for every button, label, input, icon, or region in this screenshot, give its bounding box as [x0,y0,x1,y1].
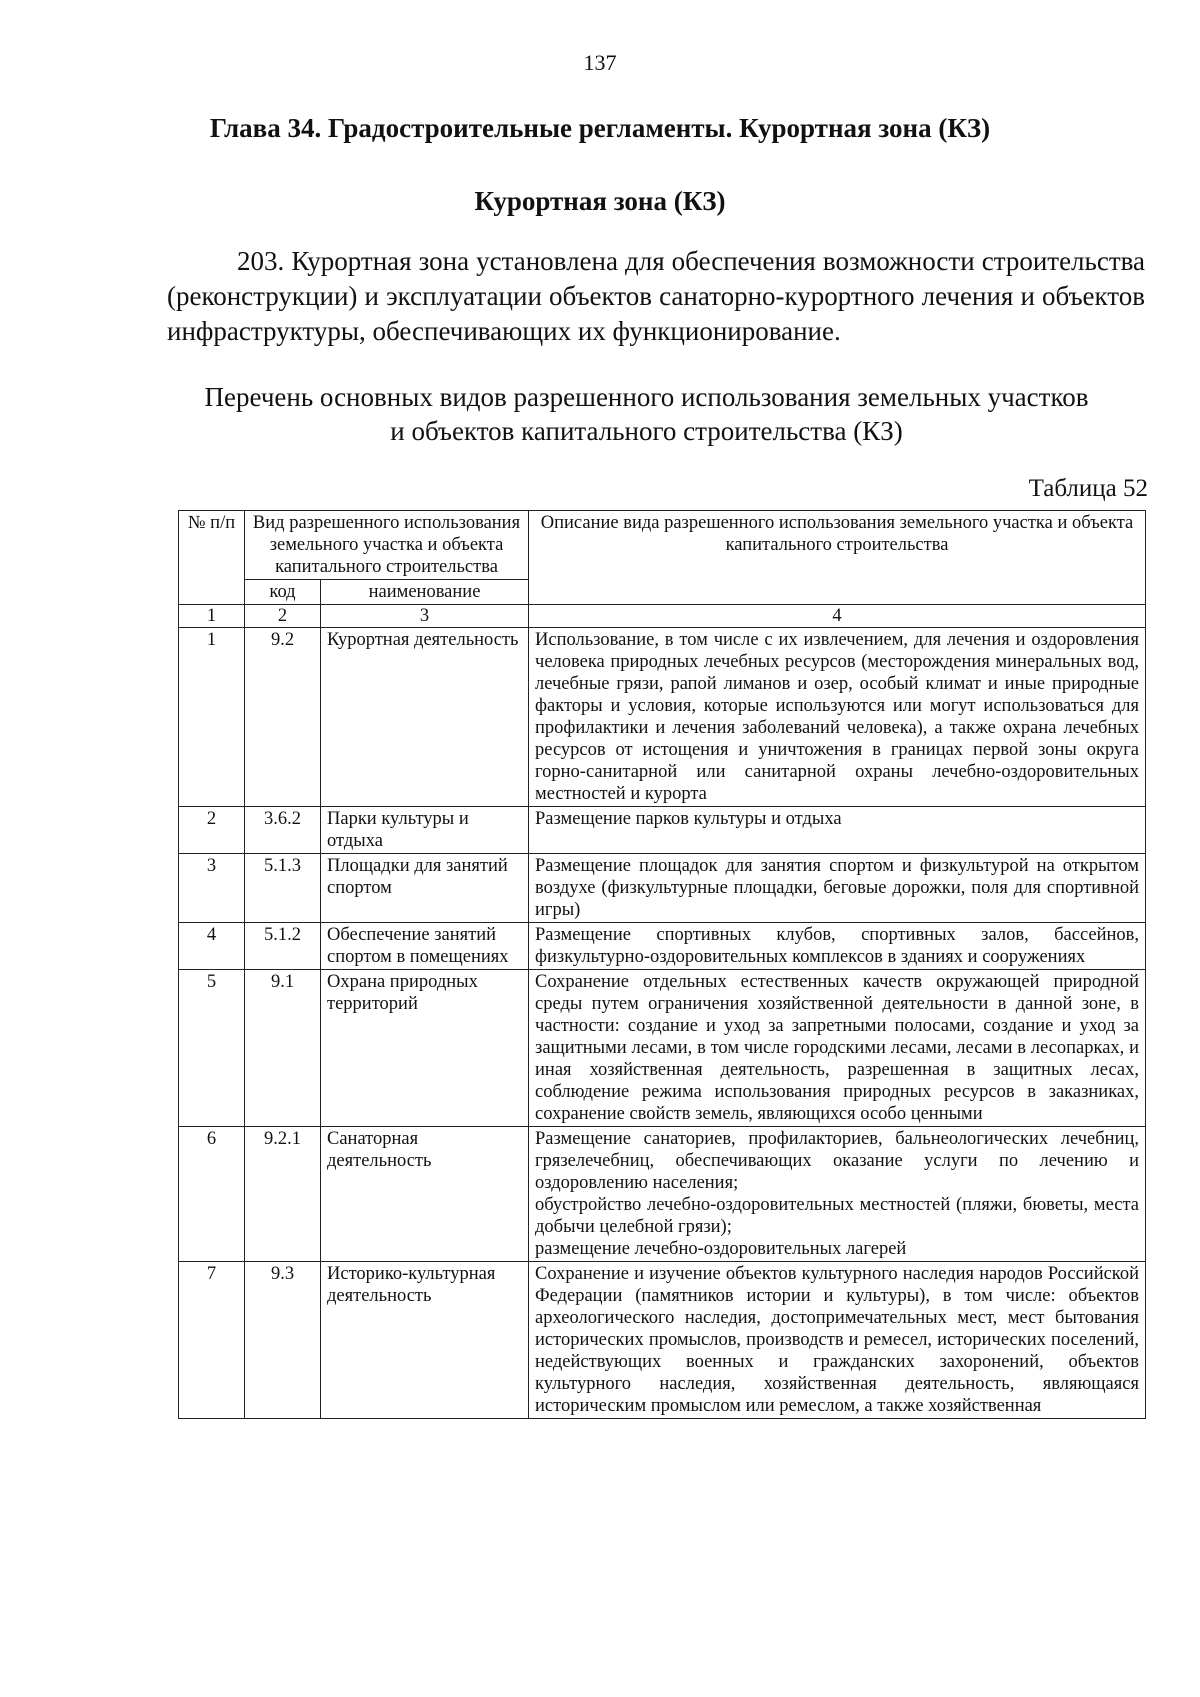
header-num: № п/п [179,511,245,605]
row-num: 6 [179,1127,245,1262]
row-name: Парки культуры и отдыха [321,807,529,854]
row-num: 4 [179,923,245,970]
index-cell: 4 [529,605,1146,628]
paragraph-203 [167,244,1145,349]
row-description [529,1127,1146,1262]
table-row [179,923,1146,970]
row-code: 3.6.2 [245,807,321,854]
paragraph-text: Курортная зона установлена для обеспечения возможности строительства (реконструкции) и эксплуатации объектов санаторно-курортного лечения и объектов инфраструктуры, обеспечивающих их функционирование. [167,246,1146,346]
row-code: 9.2.1 [245,1127,321,1262]
row-description: Размещение парков культуры и отдыха [529,807,1146,854]
row-code: 5.1.3 [245,854,321,923]
index-cell: 1 [179,605,245,628]
row-description: Размещение спортивных клубов, спортивных залов, бассейнов, физкультурно-оздоровительных комплексов в зданиях и сооружениях [529,923,1146,970]
row-description: Сохранение отдельных естественных качеств окружающей природной среды путем ограничения хозяйственной деятельности в данной зоне, в частности: создание и уход за запретными полосами, создание и уход за защитными лесами, в том числе городскими лесами, лесами в лесопарках, и иная хозяйственная деятельность, разрешенная в защитных лесах, соблюдение режима использования природных ресурсов в заказниках, сохранение свойств земель, являющихся особо ценными [529,970,1146,1127]
table-row [179,854,1146,923]
header-name: наименование [321,580,529,605]
row-code: 9.3 [245,1262,321,1419]
row-name: Обеспечение занятий спортом в помещениях [321,923,529,970]
list-title [150,380,1143,448]
row-name: Площадки для занятий спортом [321,854,529,923]
header-code: код [245,580,321,605]
list-title-line1: Перечень основных видов разрешенного использования земельных участков [204,382,1089,412]
row-name: Историко-культурная деятельность [321,1262,529,1419]
row-description-line: обустройство лечебно-оздоровительных местностей (пляжи, бюветы, места добычи целебной грязи); [535,1195,1139,1237]
row-description: Размещение площадок для занятия спортом и физкультурой на открытом воздухе (физкультурные площадки, беговые дорожки, поля для спортивной игры) [529,854,1146,923]
row-description-line: размещение лечебно-оздоровительных лагерей [535,1239,907,1259]
row-description: Использование, в том числе с их извлечением, для лечения и оздоровления человека природных лечебных ресурсов (месторождения минеральных вод, лечебные грязи, рапой лиманов и озер, особый климат и иные природные факторы и условия, которые используются или могут использоваться для профилактики и лечения заболеваний человека), а также охрана лечебных ресурсов от истощения и уничтожения в границах первой зоны округа горно-санитарной или санитарной охраны лечебно-оздоровительных местностей и курорта [529,628,1146,807]
table-label: Таблица 52 [1028,475,1148,502]
row-code: 9.2 [245,628,321,807]
regulations-table [178,510,1146,1419]
row-description-line: Размещение санаториев, профилакториев, бальнеологических лечебниц, грязелечебниц, обеспечивающих оказание услуги по лечению и оздоровлению населения; [535,1129,1139,1193]
row-num: 5 [179,970,245,1127]
row-name: Курортная деятельность [321,628,529,807]
page-number: 137 [583,50,617,75]
row-code: 5.1.2 [245,923,321,970]
table-index-row [179,605,1146,628]
row-num: 2 [179,807,245,854]
table-row [179,1127,1146,1262]
paragraph-number: 203. [237,246,285,276]
table-row [179,628,1146,807]
index-cell: 3 [321,605,529,628]
row-description: Сохранение и изучение объектов культурного наследия народов Российской Федерации (памятников истории и культуры), в том числе: объектов археологического наследия, достопримечательных мест, мест бытования исторических промыслов, производств и ремесел, исторических поселений, недействующих военных и гражданских захоронений, объектов культурного наследия, хозяйственная деятельность, являющаяся историческим промыслом или ремеслом, а также хозяйственная [529,1262,1146,1419]
row-num: 1 [179,628,245,807]
header-kind: Вид разрешенного использования земельного участка и объекта капитального строительства [245,511,529,580]
zone-title: Курортная зона (КЗ) [474,186,726,216]
chapter-title: Глава 34. Градостроительные регламенты. Курортная зона (КЗ) [209,113,991,143]
row-name: Охрана природных территорий [321,970,529,1127]
table-header-row [179,511,1146,580]
table-row [179,1262,1146,1419]
index-cell: 2 [245,605,321,628]
row-name: Санаторная деятельность [321,1127,529,1262]
row-num: 7 [179,1262,245,1419]
row-num: 3 [179,854,245,923]
table-row [179,807,1146,854]
header-description: Описание вида разрешенного использования земельного участка и объекта капитального строительства [529,511,1146,605]
table-row [179,970,1146,1127]
row-code: 9.1 [245,970,321,1127]
list-title-line2: и объектов капитального строительства (КЗ) [390,416,903,446]
